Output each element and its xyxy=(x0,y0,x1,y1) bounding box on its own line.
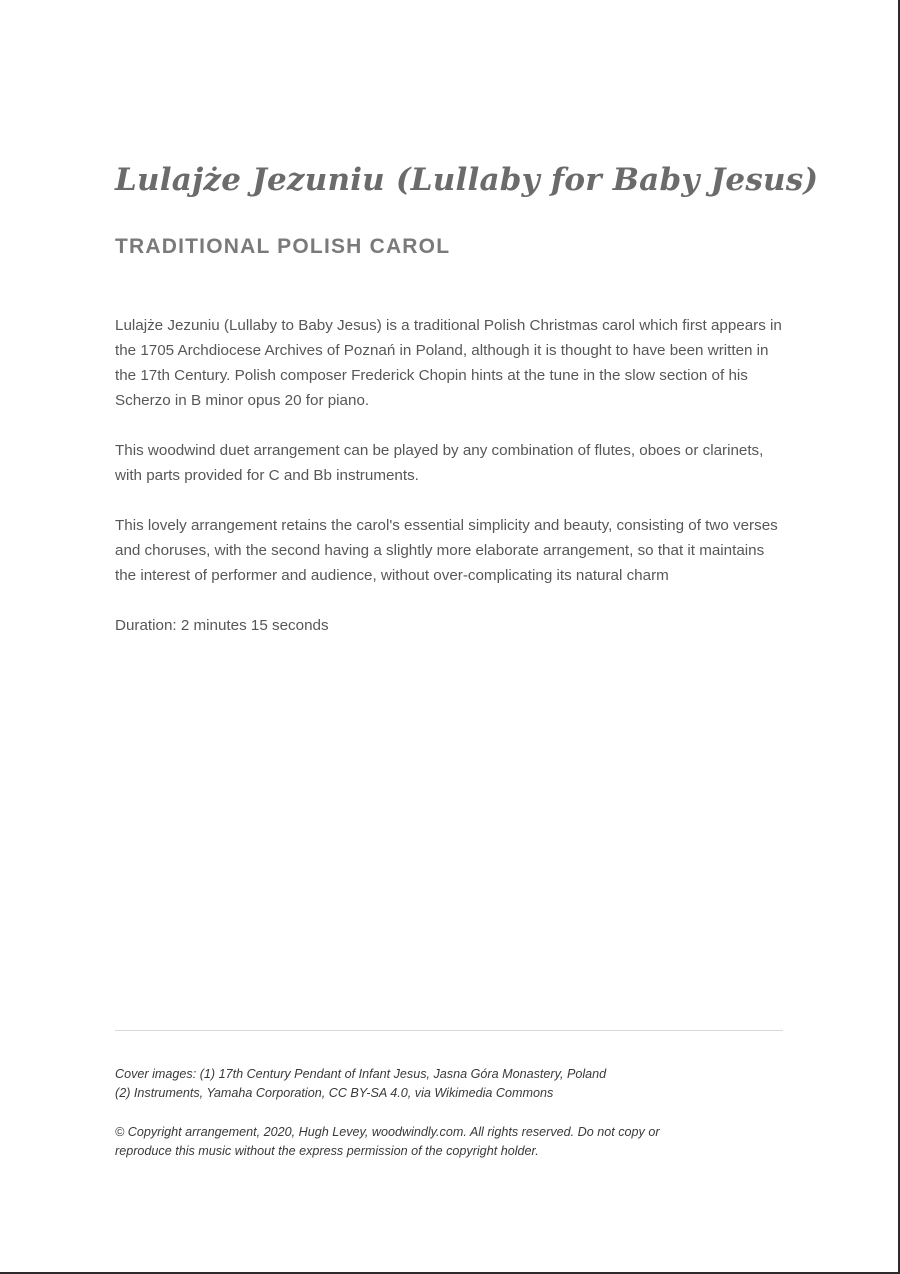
copyright-notice-line-1: © Copyright arrangement, 2020, Hugh Levey, woodwindly.com. All rights reserved. Do not copy or xyxy=(115,1125,660,1139)
footer xyxy=(115,1065,795,1181)
cover-images-credit xyxy=(115,1065,795,1103)
footer-divider xyxy=(115,1030,783,1031)
description-paragraph-history: Lulajże Jezuniu (Lullaby to Baby Jesus) is a traditional Polish Christmas carol which first appears in the 1705 Archdiocese Archives of Poznań in Poland, although it is thought to have been written in the 17th Century. Polish composer Frederick Chopin hints at the tune in the slow section of his Scherzo in B minor opus 20 for piano. xyxy=(115,317,782,409)
description-body xyxy=(115,313,783,663)
cover-images-credit-line-1: Cover images: (1) 17th Century Pendant of Infant Jesus, Jasna Góra Monastery, Poland xyxy=(115,1067,607,1081)
description-paragraph-instrumentation: This woodwind duet arrangement can be played by any combination of flutes, oboes or clarinets, with parts provided for C and Bb instruments. xyxy=(115,442,764,484)
duration-text: Duration: 2 minutes 15 seconds xyxy=(115,617,329,634)
copyright-notice xyxy=(115,1123,795,1161)
copyright-notice-line-2: reproduce this music without the express permission of the copyright holder. xyxy=(115,1144,539,1158)
page-subtitle: TRADITIONAL POLISH CAROL xyxy=(115,235,451,258)
description-paragraph-arrangement: This lovely arrangement retains the carol's essential simplicity and beauty, consisting of two verses and choruses, with the second having a slightly more elaborate arrangement, so that it maintains the interest of performer and audience, without over-complicating its natural charm xyxy=(115,517,778,584)
page-title: Lulajże Jezuniu (Lullaby for Baby Jesus) xyxy=(115,162,819,198)
cover-images-credit-line-2: (2) Instruments, Yamaha Corporation, CC BY-SA 4.0, via Wikimedia Commons xyxy=(115,1086,554,1100)
